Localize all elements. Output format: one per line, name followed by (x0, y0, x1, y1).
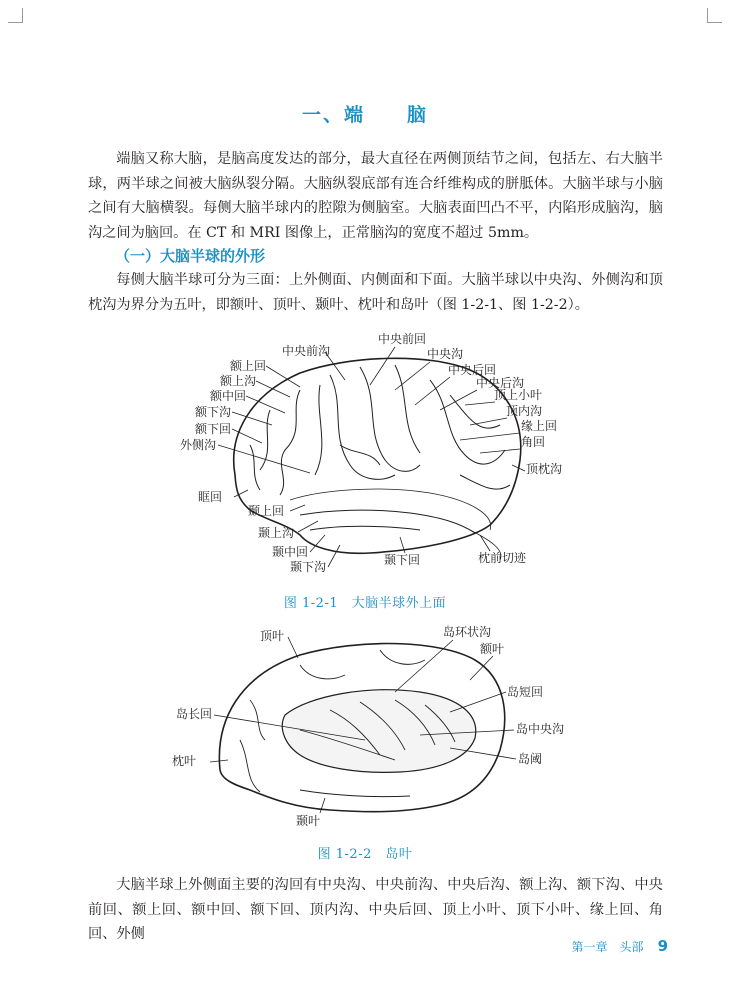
figure-lateral-brain (0, 325, 730, 590)
label-r6: 顶内沟 (506, 404, 543, 418)
insula-label-i: 颞叶 (296, 814, 321, 828)
label-l6: 额下回 (195, 422, 232, 436)
label-r4: 中央后沟 (476, 376, 525, 390)
label-l12: 颞下沟 (290, 560, 327, 574)
label-r3: 中央后回 (448, 363, 497, 377)
label-r5: 顶上小叶 (494, 388, 543, 402)
figure1-caption: 图 1-2-1 大脑半球外上面 (283, 596, 447, 611)
page-footer (572, 937, 668, 955)
bottom-paragraph (88, 873, 663, 947)
label-r1: 中央前回 (378, 332, 427, 346)
figure2-caption: 图 1-2-2 岛叶 (317, 847, 413, 862)
label-r9: 顶枕沟 (526, 462, 563, 476)
insula-label-c: 额叶 (480, 642, 505, 656)
label-l1: 中央前沟 (282, 344, 331, 358)
figure-insula (0, 620, 730, 835)
sub-paragraph-text: 每侧大脑半球可分为三面：上外侧面、内侧面和下面。大脑半球以中央沟、外侧沟和顶枕沟为界分为五叶，即额叶、顶叶、颞叶、枕叶和岛叶（图 1-2-1、图 1-2-2）。 (88, 272, 663, 313)
insula-label-e: 岛长回 (176, 707, 213, 721)
label-l3: 额上沟 (220, 374, 257, 388)
insula-label-f: 岛中央沟 (516, 722, 565, 736)
label-l7: 外侧沟 (180, 438, 217, 452)
label-l10: 颞上沟 (258, 526, 295, 540)
intro-paragraph (88, 147, 663, 245)
label-l2: 额上回 (230, 359, 267, 373)
insula-label-a: 顶叶 (260, 629, 285, 643)
page-number: 9 (657, 937, 668, 955)
intro-paragraph-text: 端脑又称大脑，是脑高度发达的部分，最大直径在两侧顶结节之间，包括左、右大脑半球，两半球之间被大脑纵裂分隔。大脑纵裂底部有连合纤维构成的胼胝体。大脑半球与小脑之间有大脑横裂。每侧大脑半球内的腔隙为侧脑室。大脑表面凹凸不平，内陷形成脑沟，脑沟之间为脑回。在 CT 和 MRI 图像上，正常脑沟的宽度不超过 5mm。 (88, 151, 663, 241)
insula-illustration (0, 620, 730, 835)
crop-mark-top-right (707, 8, 722, 23)
crop-mark-top-left (8, 8, 23, 23)
label-r8: 角回 (521, 435, 546, 449)
label-l8: 眶回 (198, 490, 223, 504)
label-l13: 颞下回 (384, 553, 421, 567)
section-title: 一、端 脑 (301, 104, 428, 126)
label-l14: 枕前切迹 (478, 551, 527, 565)
brain-lateral-illustration (0, 325, 730, 590)
label-l4: 额中回 (210, 389, 247, 403)
label-r7: 缘上回 (521, 419, 558, 433)
label-l9: 颞上回 (248, 504, 285, 518)
footer-chapter: 第一章 头部 (571, 940, 644, 954)
insula-label-b: 岛环状沟 (443, 625, 492, 639)
label-l11: 颞中回 (272, 545, 309, 559)
label-r2: 中央沟 (427, 347, 464, 361)
sub-paragraph (88, 268, 663, 317)
insula-label-d: 岛短回 (507, 685, 544, 699)
insula-label-h: 岛阈 (518, 752, 543, 766)
bottom-paragraph-text: 大脑半球上外侧面主要的沟回有中央沟、中央前沟、中央后沟、额上沟、额下沟、中央前回、额上回、额中回、额下回、顶内沟、中央后回、顶上小叶、顶下小叶、缘上回、角回、外侧 (88, 877, 663, 943)
subheading: （一）大脑半球的外形 (115, 247, 266, 265)
label-l5: 额下沟 (195, 405, 232, 419)
insula-label-g: 枕叶 (172, 754, 197, 768)
